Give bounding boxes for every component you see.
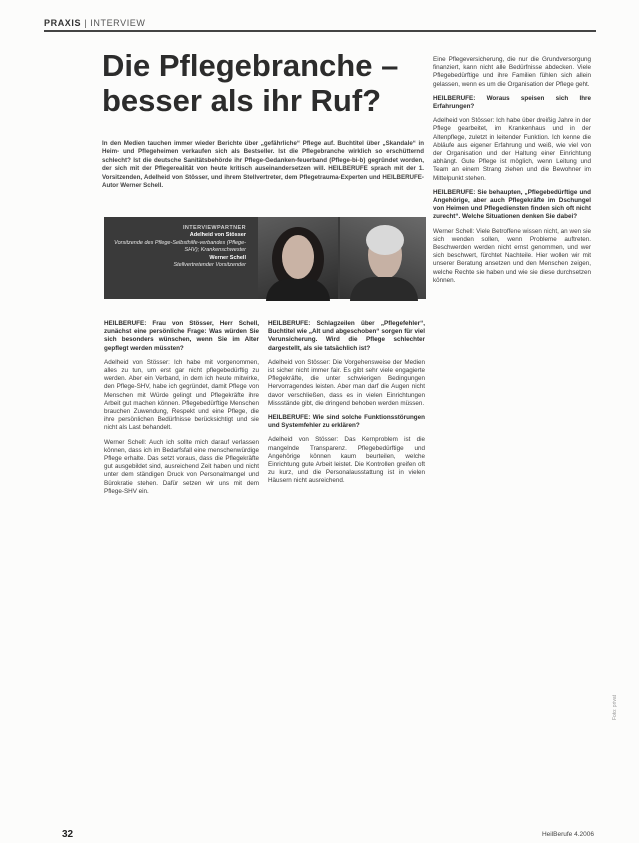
photo-credit: Foto: privat (612, 694, 618, 720)
text-column-2 (268, 320, 425, 492)
section-header (44, 12, 596, 32)
portrait-woman (258, 217, 338, 299)
portrait-man (340, 217, 426, 299)
subsection-name: INTERVIEW (90, 18, 146, 28)
answer-2: Adelheid von Stösser: Die Vorgehensweise der Medien ist sicher nicht immer fair. Es gibt sehr viele engagierte Pflegekräfte, die unter schwierigen Bedingungen Hervorragendes leisten. Aber man darf die Augen nicht davor verschließen, dass es in vielen Einrichtungen Missstände gibt, die dringend behoben werden müssen. (268, 358, 425, 407)
answer-1: Adelheid von Stösser: Ich habe mit vorgenommen, alles zu tun, um erst gar nicht pflegebedürftig zu werden. Aber ein Verband, in dem ich heute mitwirke, den Pflege-SHV, habe ich gegründet, damit Pflege von Menschen mit Würde gelingt und Pflegekräfte ihre Arbeit gut machen können. Pflegebedürftige Menschen brauchen Zuwendung, Respekt und eine Pflege, die ihre persönlichen Bedürfnisse berücksichtigt und sie nicht als Last behandelt. (104, 358, 259, 432)
article-intro: In den Medien tauchen immer wieder Berichte über „gefährliche“ Pflege auf. Buchtitel über „Skandale“ in Heim- und Pflegeheimen verkaufen sich als Bestseller. Ist die Pflegebranche wirklich so erschütternd schlecht? Ist die deutsche Sanitätsbehörde ihr Pflege-Gedanken-feuerband (Pflege-bi-b) gegründet worden, der sich mit der Pflegerealität von heute kritisch auseinandersetzen will. HEILBERUFE sprach mit der 1. Vorsitzenden, Adelheid von Stösser, und ihrem Stellvertreter, dem Pflegetrauma-Experten und HEILBERUFE-Autor Werner Schell. (102, 140, 424, 190)
answer-4: Adelheid von Stösser: Ich habe über dreißig Jahre in der Pflege gearbeitet, im Krankenhaus und in der Altenpflege, zuletzt in leitender Funktion. Ich kenne die Abläufe aus eigener Erfahrung und weiß, wie viel von der Organisation und der Haltung einer Einrichtung abhängt. Gute Pflege ist möglich, wenn Leitung und Team an einem Strang ziehen und die Bewohner im Mittelpunkt stehen. (433, 117, 591, 182)
caption-person1-role: Vorsitzende des Pflege-Selbsthilfe-verbandes (Pflege-SHV); Krankenschwester (114, 239, 246, 254)
question-3: HEILBERUFE: Wie sind solche Funktionsstörungen und Systemfehler zu erklären? (268, 414, 425, 430)
caption-person2-role: Stellvertretender Vorsitzender (173, 262, 246, 269)
interview-photo-box (104, 217, 426, 299)
answer-3: Adelheid von Stösser: Das Kernproblem ist die mangelnde Transparenz. Pflegebedürftige und Angehörige können kaum beurteilen, welche Einrichtung gute Arbeit leistet. Die Kontrollen greifen oft zu kurz, und die Personalausstattung ist in vielen Häusern nicht ausreichend. (268, 436, 425, 485)
question-4: HEILBERUFE: Woraus speisen sich Ihre Erfahrungen? (433, 94, 591, 111)
question-5: HEILBERUFE: Sie behaupten, „Pflegebedürftige und Angehörige, aber auch Pflegekräfte im Dschungel von Heimen und Pflegediensten finden sich oft nicht zurecht“. Welche Situationen denken Sie dabei? (433, 188, 591, 221)
page-number: 32 (62, 828, 74, 840)
answer-1b: Werner Schell: Auch ich sollte mich darauf verlassen können, dass ich im Bedarfsfall eine menschenwürdige Pflege erhalte. Das setzt voraus, dass die Pflegekräfte gut ausgebildet sind, ausreichend Zeit haben und nicht unter dem ständigen Druck von Personalmangel und Bürokratie stehen. Dafür setzen wir uns mit dem Pflege-SHV ein. (104, 438, 259, 495)
caption-kicker: INTERVIEWPARTNER (182, 225, 246, 231)
article-headline: Die Pflegebranche – besser als ihr Ruf? (102, 48, 399, 118)
journal-issue: HeilBerufe 4.2006 (541, 830, 594, 838)
page-footer (62, 828, 594, 840)
text-column-1 (104, 320, 259, 502)
caption-person2-name: Werner Schell (209, 254, 246, 261)
question-1: HEILBERUFE: Frau von Stösser, Herr Schell, zunächst eine persönliche Frage: Was würden Sie sich besonders wünschen, wenn Sie im Alter gepflegt werden müssten? (104, 320, 259, 352)
photo-caption (104, 217, 254, 299)
caption-person1-name: Adelheid von Stösser (189, 232, 246, 239)
answer-5: Werner Schell: Viele Betroffene wissen nicht, an wen sie sich wenden sollen, wenn Probleme auftreten. Beschwerden werden nicht ernst genommen, und wer sich beschwert, fürchtet Nachteile. Hier wollen wir mit unserer Beratung ansetzen und den Menschen zeigen, welche Rechte sie haben und wie sie diese durchsetzen können. (433, 227, 591, 284)
section-name: PRAXIS (44, 18, 82, 28)
question-2: HEILBERUFE: Schlagzeilen über „Pflegefehler“, Buchtitel wie „Alt und abgeschoben“ sorgen für viel Verunsicherung. Wird die Pflege schlechter dargestellt, als sie tatsächlich ist? (268, 320, 425, 352)
section-label: PRAXIS | INTERVIEW (44, 18, 146, 28)
text-column-3 (433, 56, 591, 291)
answer-continued: Eine Pflegeversicherung, die nur die Grundversorgung finanziert, kann nicht alle Bedürfnisse abdecken. Viele Pflegebedürftige und ihre Familien fühlen sich allein gelassen, wenn es um die Organisation der Pflege geht. (433, 56, 591, 88)
